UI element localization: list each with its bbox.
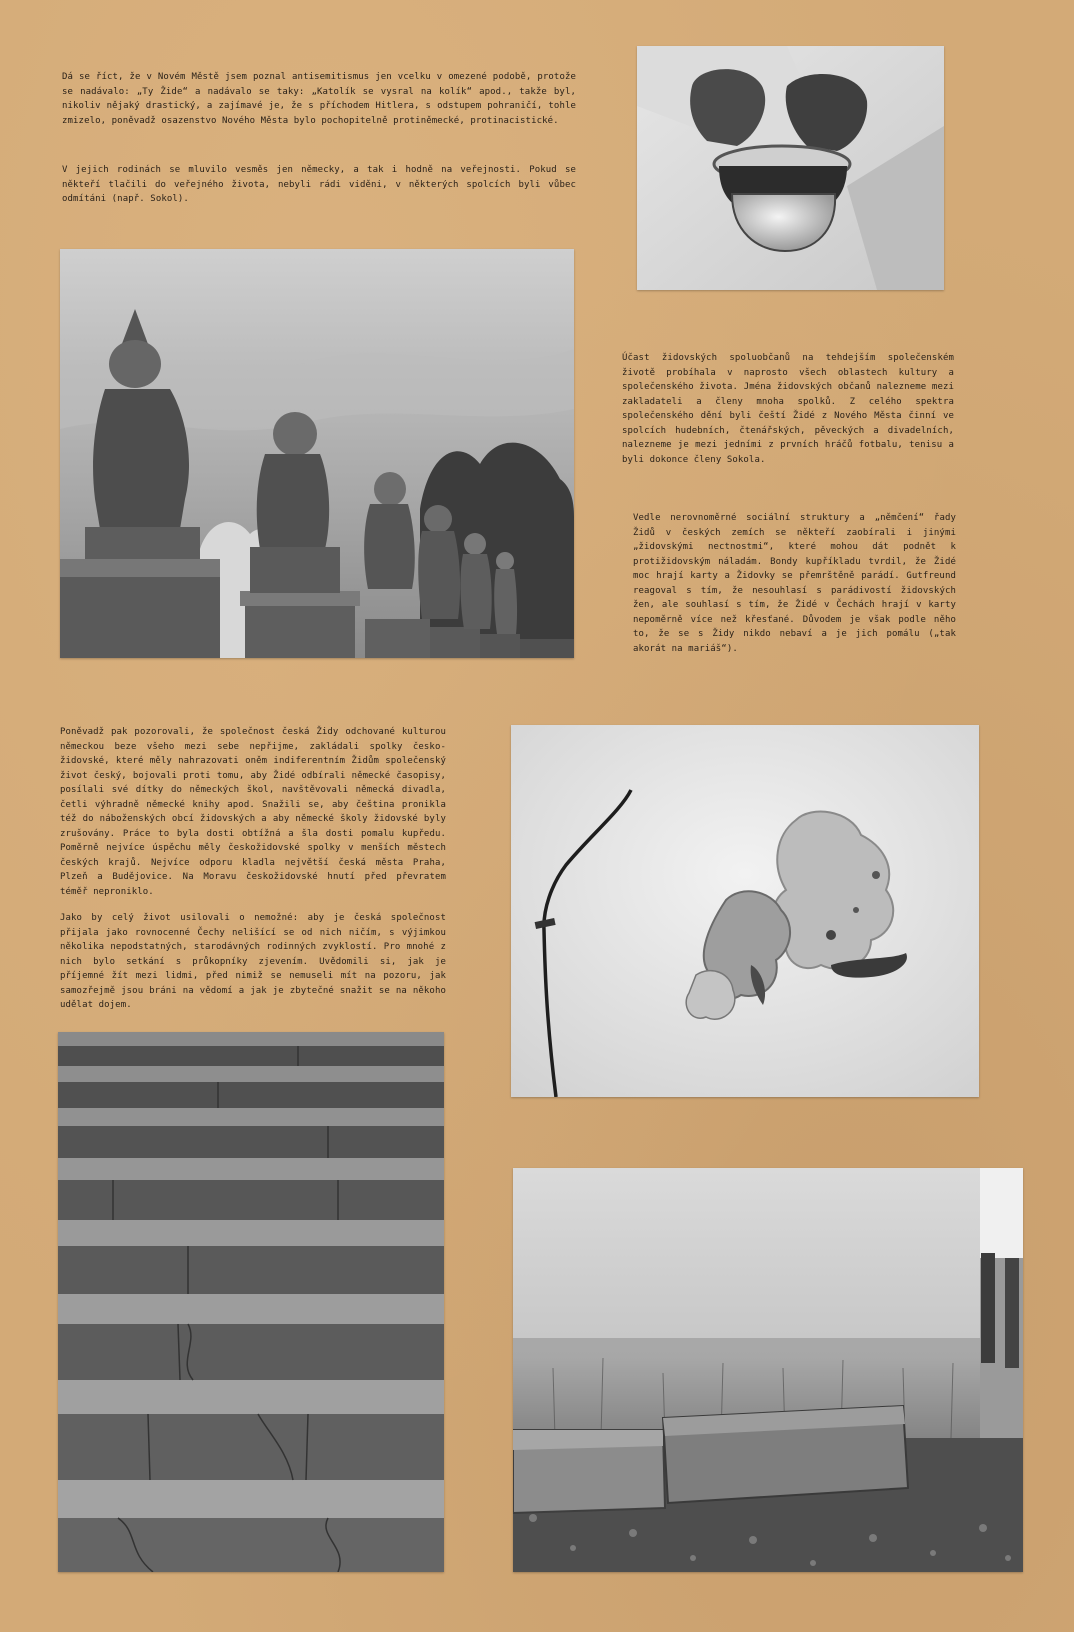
ceiling-lamp-image — [637, 46, 944, 290]
photo-stone-stairs — [58, 1032, 444, 1572]
dwarf-statues-image — [60, 249, 574, 658]
paragraph-impossible-effort: Jako by celý život usilovali o nemožné: aby je česká společnost přijala jako rovnocenné Čechy nelišící se od nich ničím, s výjimkou několika nepodstatných, starodávných rodinných zvyklostí. Pro mnohé z nich bylo setkání s průkopníky zjevením. Uvědomili si, jak je příjemné žít mezi lidmi, před nimiž se nemuseli mít na pozoru, jak samozřejmě jsou bráni na vědomí a jak je zbytečné snažit se na někoho udělat dojem. — [60, 913, 446, 1010]
photo-dwarf-statues — [60, 249, 574, 658]
paragraph-german-speaking: V jejich rodinách se mluvilo vesměs jen německy, a tak i hodně na veřejnosti. Pokud se někteří tlačili do veřejného života, nebyli rádi viděni, v některých spolcích byli vůbec odmítáni (např. Sokol). — [62, 165, 576, 204]
stone-stairs-image — [58, 1032, 444, 1572]
paragraph-jewish-vices: Vedle nerovnoměrné sociální struktury a „němčení“ řady Židů v českých zemích se někteří zaobírali i jinými „židovskými nectnostmi“, které mohou dát podnět k protižidovským náladám. Bondy kupříkladu tvrdil, že Židé moc hrají karty a Židovky se přemrštěně parádí. Gutfreund reagoval s tím, že nesouhlasí s parádivostí židovských žen, ale souhlasí s tím, že Židé v Čechách hrají v karty nepoměrně více než křesťané. Důvodem je však podle něho to, že se s Židy nikdo nebaví a je jich pomálu („tak akorát na mariáš“). — [633, 513, 956, 654]
paragraph-social-life: Účast židovských spoluobčanů na tehdejším společenském životě probíhala v naprosto všech oblastech kultury a společenského života. Jména židovských občanů nalezneme mezi zakladateli a členy mnoha spolků. Z celého spektra společenského dění byli čeští Židé z Nového Města činní ve spolcích hudebních, čtenářských, pěveckých a divadelních, nalezneme je mezi jedními z prvních hráčů fotbalu, tenisu a byli dokonce členy Sokola. — [622, 353, 954, 465]
photo-wall-tombstones — [513, 1168, 1023, 1572]
photo-wall-cable — [511, 725, 979, 1097]
photo-ceiling-lamp — [637, 46, 944, 290]
wall-tombstones-image — [513, 1168, 1023, 1572]
paragraph-czech-jewish-associations: Poněvadž pak pozorovali, že společnost česká Židy odchované kulturou německou beze všeho mezi sebe nepřijme, zakládali spolky česko-židovské, které měly nahrazovati oněm indiferentním Židům společenský život český, bojovali proti tomu, aby Židé odbírali německé časopisy, posílali své dítky do německých škol, navštěvovali německá divadla, četli výhradně německé knihy apod. Snažili se, aby čeština pronikla též do náboženských obcí židovských a aby německé školy židovské byly zrušovány. Práce to byla dosti obtížná a šla dosti pomalu kupředu. Poměrně nejvíce úspěchu měly českožidovské spolky v menších městech českých krajů. Nejvíce odporu kladla největší česká města Praha, Plzeň a Budějovice. Na Moravu českožidovské hnutí před převratem téměř neproniklo. — [60, 727, 446, 897]
paragraph-antisemitism: Dá se říct, že v Novém Městě jsem poznal antisemitismus jen vcelku v omezené podobě, protože se nadávalo: „Ty Žide“ a nadávalo se taky: „Katolík se vysral na kolík“ apod., takže byl, nikoliv nějaký drastický, a zajímavé je, že s příchodem Hitlera, s odstupem pohraničí, tohle zmizelo, poněvadž osazenstvo Nového Města bylo pochopitelně protiněmecké, protinacistické. — [62, 72, 576, 126]
wall-cable-image — [511, 725, 979, 1097]
